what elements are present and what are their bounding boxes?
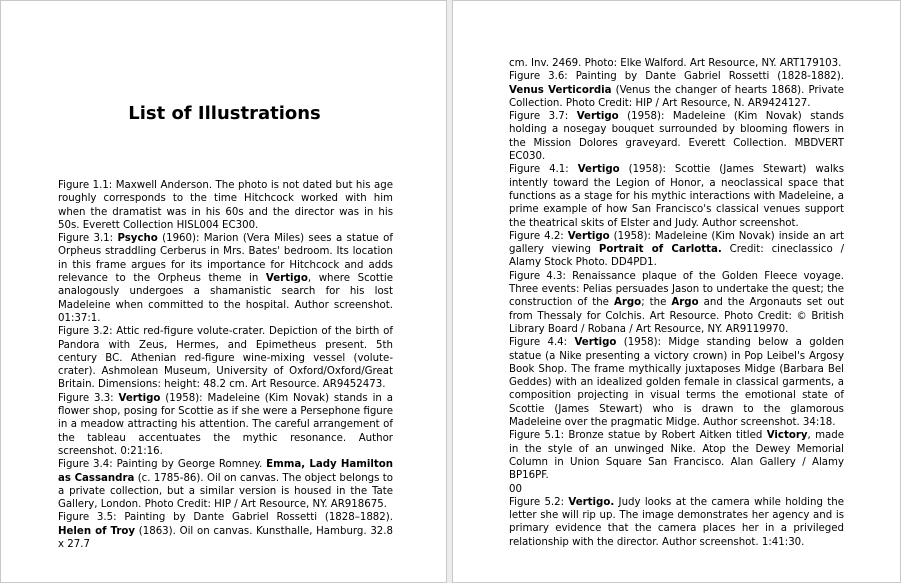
illustration-list-right bbox=[509, 57, 844, 549]
figure-text: Credit: cineclassico / Alamy Stock Photo. DD4PD1. bbox=[509, 244, 845, 269]
figure-text: Figure 3.3: bbox=[58, 392, 119, 404]
figure-title: Vertigo bbox=[576, 111, 619, 123]
figure-text: Figure 1.1: Maxwell Anderson. The photo is not dated but his age roughly corresponds to the time Hitchcock worked with him when the dramatist was in his 60s and the director was in his 50s. Everett Collection HISL004 EC300. bbox=[58, 180, 393, 231]
figure-entry bbox=[509, 483, 844, 496]
figure-entry bbox=[509, 429, 844, 482]
figure-title: Emma, Lady Hamilton as Cassandra bbox=[58, 459, 393, 484]
figure-title: Vertigo bbox=[265, 273, 308, 285]
figure-entry bbox=[509, 230, 844, 270]
figure-entry bbox=[58, 511, 393, 551]
figure-entry bbox=[509, 270, 844, 336]
figure-text: Figure 5.2: bbox=[509, 496, 569, 508]
left-page bbox=[0, 0, 447, 583]
figure-text: Figure 3.7: bbox=[509, 111, 577, 123]
figure-text: ; the bbox=[641, 297, 672, 309]
figure-entry bbox=[509, 336, 844, 429]
figure-text: Figure 3.6: Painting by Dante Gabriel Rossetti (1828-1882). bbox=[509, 71, 844, 83]
figure-text: (1958): Madeleine (Kim Novak) stands in a flower shop, posing for Scottie as if she were a Persephone figure in a meadow attracting his attention. The careful arrangement of the tableau accentuates the mythic resonance. Author screenshot. 0:21:16. bbox=[58, 392, 393, 457]
figure-entry bbox=[509, 70, 844, 110]
figure-title: Vertigo bbox=[567, 230, 610, 242]
figure-entry bbox=[58, 392, 393, 458]
figure-text: Figure 3.4: Painting by George Romney. bbox=[58, 459, 267, 471]
figure-title: Venus Verticordia bbox=[509, 84, 612, 96]
figure-title: Psycho bbox=[117, 233, 158, 245]
figure-title: Victory bbox=[766, 430, 808, 442]
figure-title: Vertigo bbox=[118, 392, 161, 404]
figure-text: (1958): Madeleine (Kim Novak) inside an art gallery viewing bbox=[509, 230, 844, 256]
figure-text: (1960): Marion (Vera Miles) sees a statue of Orpheus straddling Cerberus in Mrs. Bates' bedroom. Its location in this frame argues for its importance for Hitchcock and adds relevance to the Orpheus theme in bbox=[58, 233, 393, 285]
figure-entry bbox=[509, 496, 844, 549]
figure-entry bbox=[509, 110, 844, 163]
figure-text: cm. Inv. 2469. Photo: Elke Walford. Art Resource, NY. ART179103. bbox=[509, 58, 842, 69]
figure-entry bbox=[58, 325, 393, 391]
illustration-list-left bbox=[58, 179, 393, 551]
figure-text: 00 bbox=[509, 483, 522, 495]
figure-text: Figure 5.1: Bronze statue by Robert Aitken titled bbox=[509, 430, 767, 442]
figure-text: and the Argonauts set out from Thessaly for Colchis. Art Resource. Photo Credit: © British Library Board / Robana / Art Resource, NY. AR9119970. bbox=[509, 297, 844, 335]
figure-text: (1958): Scottie (James Stewart) walks intently toward the Legion of Honor, a neoclassical space that functions as a stage for his mythic interactions with Madeleine, a prime example of how San Francisco's classical venues support the theatrical skits of Elster and Judy. Author screenshot. bbox=[509, 164, 845, 229]
figure-text: (1863). Oil on canvas. Kunsthalle, Hamburg. 32.8 x 27.7 bbox=[58, 525, 393, 551]
figure-text: Judy looks at the camera while holding the letter she will rip up. The image demonstrates her agency and is primary evidence that the camera places her in a privileged relationship with the director. Author screenshot. 1:41:30. bbox=[509, 496, 844, 548]
figure-title: Vertigo bbox=[577, 164, 620, 176]
figure-entry bbox=[509, 163, 844, 229]
figure-text: (c. 1785-86). Oil on canvas. The object belongs to a private collection, but a similar version is housed in the Tate Gallery, London. Photo Credit: HIP / Art Resource, NY. AR918675. bbox=[58, 472, 393, 511]
figure-entry bbox=[58, 179, 393, 232]
figure-text: Figure 3.1: bbox=[58, 233, 118, 245]
figure-text: , made in the style of an unwinged Nike. Atop the Dewey Memorial Column in Union Square San Francisco. Alan Gallery / Alamy BP16PF. bbox=[509, 430, 844, 482]
figure-title: Argo bbox=[671, 297, 699, 309]
figure-text: Figure 4.4: bbox=[509, 337, 575, 349]
page-title: List of Illustrations bbox=[128, 103, 321, 124]
figure-title: Portrait of Carlotta. bbox=[598, 244, 722, 256]
figure-text: Figure 4.1: bbox=[509, 164, 578, 176]
figure-text: (1958): Midge standing below a golden statue (a Nike presenting a victory crown) in Pop Leibel's Argosy Book Shop. The frame mythically juxtaposes Midge (Barbara Bel Geddes) with an idealized golden female in classical garments, a composition projecting in visual terms the emotional state of Scottie (James Stewart) who is drawn to the glamorous Madeleine over the pragmatic Midge. Author screenshot. 34:18. bbox=[509, 337, 845, 429]
figure-title: Vertigo bbox=[574, 337, 617, 349]
figure-text: (Venus the changer of hearts 1868). Private Collection. Photo Credit: HIP / Art Resource, N. AR9424127. bbox=[509, 84, 844, 109]
figure-entry bbox=[58, 232, 393, 325]
figure-text: Figure 3.5: Painting by Dante Gabriel Rossetti (1828–1882). bbox=[58, 512, 393, 524]
figure-entry bbox=[58, 458, 393, 511]
figure-text: , where Scottie analogously undergoes a shamanistic search for his lost Madeleine when committed to the hospital. Author screenshot. 01:37:1. bbox=[58, 273, 393, 324]
figure-title: Argo bbox=[613, 297, 642, 309]
figure-text: (1958): Madeleine (Kim Novak) stands holding a nosegay bouquet surrounded by blooming flowers in the Mission Dolores graveyard. Everett Collection. MBDVERT EC030. bbox=[509, 111, 844, 163]
figure-text: Figure 3.2: Attic red-figure volute-crater. Depiction of the birth of Pandora with Zeus, Hermes, and Epimetheus present. 5th century BC. Athenian red-figure wine-mixing vessel (volute-crater). Ashmolean Museum, University of Oxford/Oxford/Great Britain. Dimensions: height: 48.2 cm. Art Resource. AR9452473. bbox=[58, 326, 393, 391]
figure-text: Figure 4.2: bbox=[509, 230, 568, 242]
figure-title: Vertigo. bbox=[568, 496, 615, 508]
figure-title: Helen of Troy bbox=[58, 525, 136, 537]
right-page bbox=[452, 0, 901, 583]
figure-text: Figure 4.3: Renaissance plaque of the Golden Fleece voyage. Three events: Pelias persuades Jason to undertake the quest; the construction of the bbox=[509, 270, 844, 309]
figure-entry bbox=[509, 57, 844, 70]
